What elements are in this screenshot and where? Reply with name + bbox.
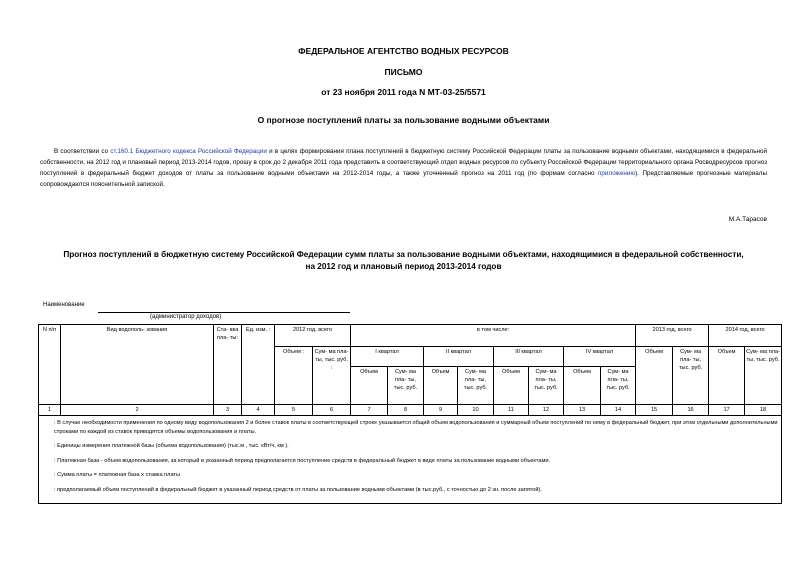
col-num: 18 [745,405,782,416]
hdr-2012: 2012 год, всего [275,325,351,347]
doc-type: ПИСЬМО [384,67,423,77]
hdr-q1: I квартал [351,347,424,367]
appendix-link[interactable]: приложению [598,170,636,177]
col-num: 4 [242,405,275,416]
col-num: 5 [275,405,313,416]
name-line [98,312,350,313]
hdr-2013-sum: Сум- ма пла- ты, тыс. руб. [673,347,709,405]
agency-title: ФЕДЕРАЛЬНОЕ АГЕНТСТВО ВОДНЫХ РЕСУРСОВ [298,46,509,56]
hdr-2014: 2014 год, всего [709,325,782,347]
letter-body: В соответствии со ст.160.1 Бюджетного кодекса Российской Федерации и в целях формирования плана поступлений в бюджетную систему Российской Федерации платы за пользование водными объектами, находящимися в федеральной собственности, на 2012 год и плановый период 2013-2014 годов, прошу в срок до 2 декабря 2011 года представить в соответствующий отдел водных ресурсов по субъекту Российской Федерации территориального органа Росводресурсов прогноз поступлений в федеральный бюджет доходов от платы за пользование водными объектами на 2012-2014 годы, а также уточненный прогноз на 2011 год (по формам согласно приложению). Представляемые прогнозные материалы сопровождаются пояснительной запиской. [40,148,768,188]
hdr-unit: Ед. изм. : [242,325,275,405]
hdr-q1-vol: Объем [351,367,388,405]
doc-subject: О прогнозе поступлений платы за пользование водными объектами [257,115,550,125]
hdr-2013-volume: Объем [636,347,673,405]
hdr-2014-volume: Объем [709,347,745,405]
footnotes [39,416,782,504]
col-num: 1 [39,405,61,416]
footnote-5: : предполагаемый объем поступлений в федеральный бюджет в указанный период средств от платы за пользование водными объектами (в тыс.руб., с точностью до 2 зн. после запятой). [54,486,542,493]
col-num: 10 [458,405,494,416]
hdr-q4-sum: Сум- ма пла- ты, тыс. руб. [601,367,636,405]
footnotes-row [39,416,782,504]
col-num: 12 [529,405,564,416]
doc-number: от 23 ноября 2011 года N МТ-03-25/5571 [321,87,486,97]
col-num: 13 [564,405,601,416]
name-label: Наименование [43,302,85,308]
signature: М.А.Тарасов [728,216,767,223]
table-title: Прогноз поступлений в бюджетную систему Российской Федерации сумм платы за пользование водными объектами, находящимися в федеральной собственности, на 2012 год и плановый период 2013-2014 годов [63,250,744,271]
hdr-incl: в том числе: [351,325,636,347]
hdr-2012-volume: Объем : [275,347,313,405]
col-num: 2 [61,405,214,416]
col-num: 16 [673,405,709,416]
budget-code-link[interactable]: ст.160.1 Бюджетного кодекса Российской Федерации [110,148,267,155]
column-numbers-row [39,405,782,416]
hdr-n: N п/п [39,325,61,405]
footnote-2: : Единицы измерения платежной базы (объема водопользования) (тыс.м , тыс. кВт/ч, км ). [54,443,289,449]
hdr-q4: IV квартал [564,347,636,367]
footnote-3: : Платежная база - объем водопользования, за который в указанный период предполагается поступление средств в федеральный бюджет в виде платы за пользование водными объектами. [54,457,551,464]
col-num: 14 [601,405,636,416]
col-num: 15 [636,405,673,416]
col-num: 8 [388,405,424,416]
footnote-1: : В случае необходимости применения по одному виду водопользования 2 и более ставок платы в соответствующей строке указывается общий объем водопользования и суммарный объем поступлений по нему в федеральный бюджет, при этом отдельными дополнительными строками по каждой из ставок приводятся объемы водопользования и платы. [54,420,778,435]
hdr-q4-vol: Объем [564,367,601,405]
col-num: 3 [214,405,242,416]
col-num: 7 [351,405,388,416]
hdr-kind: Вид водополь- зования [61,325,214,405]
hdr-2012-sum: Сум- ма пла- ты, тыс. руб. : [313,347,351,405]
hdr-q2-vol: Объем [424,367,458,405]
hdr-q3: III квартал [494,347,564,367]
admin-label: (администратор доходов) [150,314,222,320]
forecast-table [38,324,782,504]
col-num: 6 [313,405,351,416]
hdr-q3-vol: Объем [494,367,529,405]
hdr-rate: Ста- вка пла- ты: [214,325,242,405]
col-num: 17 [709,405,745,416]
col-num: 9 [424,405,458,416]
hdr-q2-sum: Сум- ма пла- ты, тыс. руб. [458,367,494,405]
hdr-q3-sum: Сум- ма пла- ты, тыс. руб. [529,367,564,405]
hdr-2013: 2013 год, всего [636,325,709,347]
col-num: 11 [494,405,529,416]
footnote-4: : Сумма платы = платежная база х ставка платы [54,472,181,478]
hdr-2014-sum: Сум- ма пла- ты, тыс. руб. [745,347,782,405]
hdr-q1-sum: Сум- ма пла- ты, тыс. руб. [388,367,424,405]
hdr-q2: II квартал [424,347,494,367]
